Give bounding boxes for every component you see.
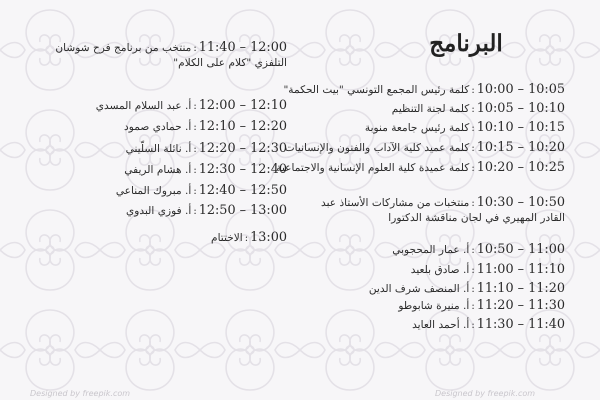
schedule-row: 10:10 – 10:15:كلمة رئيس جامعة منوبة	[364, 120, 565, 135]
schedule-time: 13:00	[250, 230, 287, 245]
schedule-text: الاختتام	[211, 232, 243, 244]
schedule-text: أ. نائلة السلّيني	[125, 143, 192, 155]
schedule-time: 10:50 – 11:00	[476, 242, 565, 257]
schedule-text: أ. عمار المحجوبي	[392, 244, 470, 256]
schedule-row: 10:05 – 10:10:كلمة لجنة التنظيم	[391, 101, 565, 116]
schedule-row: 10:20 – 10:25:كلمة عميدة كلية العلوم الإنسانية والاجتماعية	[276, 160, 565, 175]
schedule-text: أ. صادق بلعيد	[410, 264, 470, 276]
schedule-text: أ. حمادي صمود	[124, 121, 192, 133]
schedule-text: أ. أحمد العايد	[412, 319, 470, 331]
schedule-row: 12:50 – 13:00:أ. فوزي البدوي	[126, 203, 287, 218]
schedule-time: 12:10 – 12:20	[198, 119, 287, 134]
schedule-row: 11:00 – 11:10:أ. صادق بلعيد	[410, 262, 565, 277]
schedule-time: 11:40 – 12:00	[198, 40, 287, 55]
watermark-right: Designed by freepik.com	[435, 389, 536, 398]
schedule-row: 13:00:الاختتام	[211, 230, 287, 245]
schedule-row: 12:10 – 12:20:أ. حمادي صمود	[124, 119, 287, 134]
schedule-time: 10:20 – 10:25	[476, 160, 565, 175]
program-title: البرنامج	[429, 30, 503, 57]
schedule-time: 10:15 – 10:20	[476, 140, 565, 155]
schedule-text: منتخبات من مشاركات الأستاذ عبد القادر المهيري في لجان مناقشة الدكتورا	[321, 197, 565, 224]
schedule-time: 12:20 – 12:30	[198, 141, 287, 156]
schedule-text: كلمة رئيس المجمع التونسي "بيت الحكمة"	[283, 84, 470, 96]
schedule-text: أ. هشام الريفي	[124, 164, 192, 176]
schedule-time: 12:30 – 12:40	[198, 162, 287, 177]
schedule-row: 10:30 – 10:50:منتخبات من مشاركات الأستاذ عبد القادر المهيري في لجان مناقشة الدكتورا	[321, 195, 565, 224]
schedule-text: أ. فوزي البدوي	[126, 205, 192, 217]
schedule-text: كلمة رئيس جامعة منوبة	[364, 122, 470, 134]
schedule-time: 10:05 – 10:10	[476, 101, 565, 116]
schedule-row: 11:20 – 11:30:أ. منيرة شابوطو	[398, 298, 565, 313]
schedule-row: 10:50 – 11:00:أ. عمار المحجوبي	[392, 242, 565, 257]
schedule-time: 11:20 – 11:30	[476, 298, 565, 313]
schedule-time: 12:40 – 12:50	[198, 183, 287, 198]
schedule-time: 10:30 – 10:50	[476, 195, 565, 210]
schedule-text: كلمة لجنة التنظيم	[391, 103, 470, 115]
schedule-text: أ. مبروك المناعي	[115, 185, 192, 197]
schedule-time: 10:00 – 10:05	[476, 82, 565, 97]
schedule-text: أ. عبد السلام المسدي	[95, 100, 192, 112]
schedule-text: منتخب من برنامج فرح شوشان التلفزي "كلام على الكلام"	[55, 42, 287, 69]
schedule-text: أ. المنصف شرف الدين	[368, 283, 470, 295]
schedule-row: 10:00 – 10:05:كلمة رئيس المجمع التونسي "بيت الحكمة"	[283, 82, 565, 97]
schedule-row: 12:30 – 12:40:أ. هشام الريفي	[124, 162, 287, 177]
schedule-time: 11:30 – 11:40	[476, 317, 565, 332]
schedule-row: 11:40 – 12:00:منتخب من برنامج فرح شوشان التلفزي "كلام على الكلام"	[55, 40, 287, 69]
schedule-time: 10:10 – 10:15	[476, 120, 565, 135]
schedule-text: كلمة عميد كلية الآداب والفنون والإنسانيات	[284, 142, 470, 154]
schedule-row: 11:10 – 11:20:أ. المنصف شرف الدين	[368, 281, 565, 296]
watermark-left: Designed by freepik.com	[30, 389, 131, 398]
schedule-text: كلمة عميدة كلية العلوم الإنسانية والاجتماعية	[276, 162, 470, 174]
schedule-time: 11:10 – 11:20	[476, 281, 565, 296]
schedule-row: 11:30 – 11:40:أ. أحمد العايد	[412, 317, 565, 332]
schedule-time: 11:00 – 11:10	[476, 262, 565, 277]
schedule-row: 12:00 – 12:10:أ. عبد السلام المسدي	[95, 98, 287, 113]
schedule-time: 12:50 – 13:00	[198, 203, 287, 218]
schedule-text: أ. منيرة شابوطو	[398, 300, 470, 312]
schedule-row: 12:20 – 12:30:أ. نائلة السلّيني	[125, 141, 287, 156]
schedule-row: 10:15 – 10:20:كلمة عميد كلية الآداب والفنون والإنسانيات	[284, 140, 565, 155]
schedule-time: 12:00 – 12:10	[198, 98, 287, 113]
schedule-row: 12:40 – 12:50:أ. مبروك المناعي	[115, 183, 287, 198]
